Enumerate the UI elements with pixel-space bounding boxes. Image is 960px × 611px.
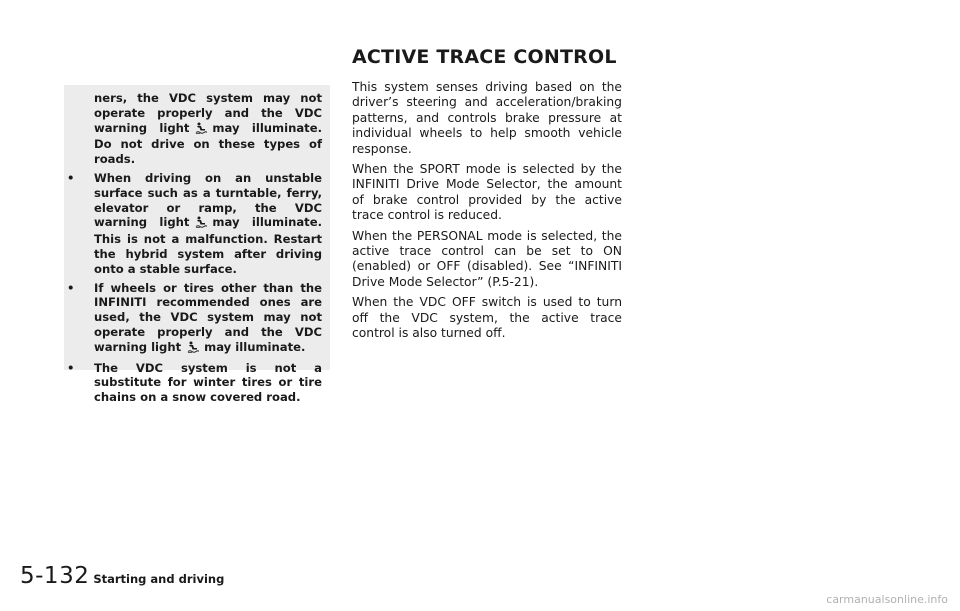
body-paragraph: When the PERSONAL mode is selected, the active trace control can be set to ON (enabled) or OFF (disabled). See “INFINITI Drive Mode Selector” (P.5-21). [352, 228, 622, 289]
text-run: may illuminate. [204, 339, 306, 354]
body-paragraph: When the VDC OFF switch is used to turn off the VDC system, the active trace control is also turned off. [352, 295, 622, 341]
vdc-warning-light-icon [187, 341, 199, 357]
page-number: 5-132 [20, 563, 90, 589]
body-paragraph: When the SPORT mode is selected by the INFINITI Drive Mode Selector, the amount of brake control provided by the active trace control is reduced. [352, 162, 622, 223]
text-run: The VDC system is not a substitute for winter tires or tire chains on a snow covered road. [94, 360, 322, 405]
caution-text [67, 91, 322, 405]
page-footer [20, 563, 224, 589]
bullet-dot: • [67, 170, 75, 185]
section-heading: ACTIVE TRACE CONTROL [352, 46, 617, 68]
bullet-dot: • [67, 360, 75, 375]
text-run: may illuminate. Do not drive on these types of roads. [94, 120, 322, 167]
text-run: may illuminate. This is not a malfunction. Restart the hybrid system after driving onto a stable surface. [94, 215, 322, 276]
vdc-warning-light-icon [195, 216, 207, 232]
watermark: carmanualsonline.info [826, 593, 948, 606]
body-paragraph: This system senses driving based on the driver’s steering and acceleration/braking patterns, and controls brake pressure at individual wheels to help smooth vehicle response. [352, 80, 622, 156]
text-run: When driving on an unstable surface such as a turntable, ferry, elevator or ramp, the VDC warning light [94, 170, 322, 230]
caution-paragraph [94, 91, 322, 167]
text-run: If wheels or tires other than the INFINITI recommended ones are used, the VDC system may not operate properly and the VDC warning light [94, 280, 322, 354]
bullet-item [67, 170, 322, 277]
bullet-dot: • [67, 280, 75, 295]
footer-section-name: Starting and driving [93, 572, 225, 586]
vdc-warning-light-icon [195, 122, 207, 138]
section-body [352, 80, 622, 347]
bullet-item [67, 280, 322, 357]
text-run: ners, the VDC system may not operate properly and the VDC warning light [94, 91, 322, 135]
bullet-item [67, 360, 322, 405]
